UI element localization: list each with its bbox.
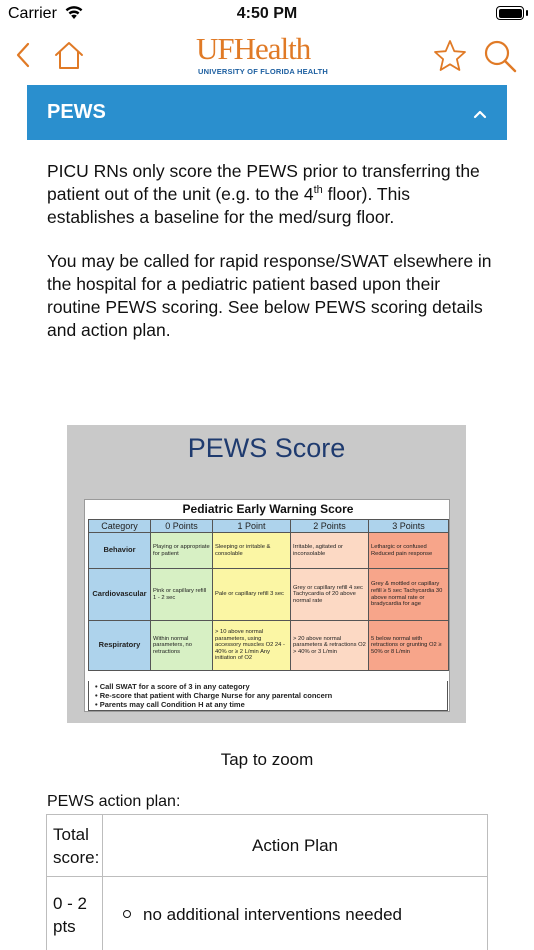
intro-text-end: floor). This establishes a baseline for the med/surg floor. <box>47 184 410 227</box>
bullet-icon <box>123 910 131 918</box>
pews-category-cell: Cardiovascular <box>89 569 151 621</box>
pews-category-cell: Behavior <box>89 533 151 569</box>
intro-text-start: PICU RNs only score the PEWS prior to transferring the patient out of the unit (e.g. to the 4 <box>47 161 480 204</box>
action-plan-header-row <box>47 815 488 877</box>
intro-superscript: th <box>313 184 323 197</box>
pews-col-header: 2 Points <box>291 520 369 533</box>
search-icon[interactable] <box>482 38 518 74</box>
pews-col-header: 0 Points <box>151 520 213 533</box>
carrier-label: Carrier <box>8 5 57 22</box>
tap-to-zoom-label: Tap to zoom <box>220 750 314 769</box>
back-chevron-icon[interactable] <box>12 40 36 70</box>
pews-cell: Grey or capillary refill 4 sec Tachycardia of 20 above normal rate <box>291 569 369 621</box>
action-plan-row <box>47 877 488 950</box>
score-range-cell: 0 - 2 pts <box>47 877 103 950</box>
pews-note: • Call SWAT for a score of 3 in any category <box>95 682 250 691</box>
rapid-response-paragraph: You may be called for rapid response/SWAT elsewhere in the hospital for a pediatric patient based upon their routine PEWS scoring. See below PEWS scoring details and action plan. <box>47 251 492 340</box>
pews-cell: Pale or capillary refill 3 sec <box>213 569 291 621</box>
plan-text: no additional interventions needed <box>143 905 402 924</box>
ufhealth-logo <box>196 32 341 80</box>
clock: 4:50 PM <box>236 5 298 22</box>
section-title: PEWS <box>47 101 106 123</box>
action-plan-title: PEWS action plan: <box>47 793 181 810</box>
pews-card-title: Pediatric Early Warning Score <box>182 502 354 516</box>
pews-row-behavior <box>89 533 449 569</box>
battery-icon <box>496 6 524 20</box>
star-icon[interactable] <box>432 38 468 74</box>
pews-row-cardiovascular <box>89 569 449 621</box>
pews-cell: Irritable, agitated or inconsolable <box>291 533 369 569</box>
pews-cell: Sleeping or irritable & consolable <box>213 533 291 569</box>
logo-subtext: UNIVERSITY OF FLORIDA HEALTH <box>198 67 329 76</box>
pews-cell: > 20 above normal parameters & retractions O2 > 40% or 3 L/min <box>291 621 369 671</box>
pews-score-card <box>84 499 450 712</box>
pews-note: • Re-score that patient with Charge Nurse for any parental concern <box>95 691 333 700</box>
pews-notes <box>88 681 448 711</box>
pews-category-cell: Respiratory <box>89 621 151 671</box>
battery-level <box>499 9 522 18</box>
pews-cell: 5 below normal with retractions or grunting O2 ≥ 50% or 8 L/min <box>369 621 449 671</box>
pews-header-row <box>89 520 449 533</box>
intro-paragraph <box>47 160 497 229</box>
pews-note: • Parents may call Condition H at any time <box>95 700 245 709</box>
pews-image-title: PEWS Score <box>187 433 346 463</box>
pews-section-header[interactable] <box>27 85 507 140</box>
home-icon[interactable] <box>52 38 86 72</box>
pews-col-header: 1 Point <box>213 520 291 533</box>
nav-bar <box>0 28 534 84</box>
pews-cell: Within normal parameters, no retractions <box>151 621 213 671</box>
status-bar <box>0 0 534 28</box>
pews-cell: Grey & mottled or capillary refill ≥ 5 sec Tachycardia 30 above normal rate or bradycardia for age <box>369 569 449 621</box>
pews-col-header: Category <box>89 520 151 533</box>
pews-cell: Lethargic or confused Reduced pain response <box>369 533 449 569</box>
pews-cell: Pink or capillary refill 1 - 2 sec <box>151 569 213 621</box>
pews-cell: > 10 above normal parameters, using accessory muscles O2 24 - 40% or ≥ 2 L/min Any initiation of O2 <box>213 621 291 671</box>
plan-cell <box>103 877 488 950</box>
total-score-header: Total score: <box>47 815 103 877</box>
action-plan-header: Action Plan <box>103 815 488 877</box>
logo-wordmark: UFHealth <box>196 31 311 66</box>
pews-cell: Playing or appropriate for patient <box>151 533 213 569</box>
pews-col-header: 3 Points <box>369 520 449 533</box>
pews-row-respiratory <box>89 621 449 671</box>
pews-score-table <box>88 519 449 671</box>
pews-score-image[interactable] <box>67 425 466 723</box>
chevron-up-icon <box>473 106 487 116</box>
action-plan-table <box>46 814 488 950</box>
